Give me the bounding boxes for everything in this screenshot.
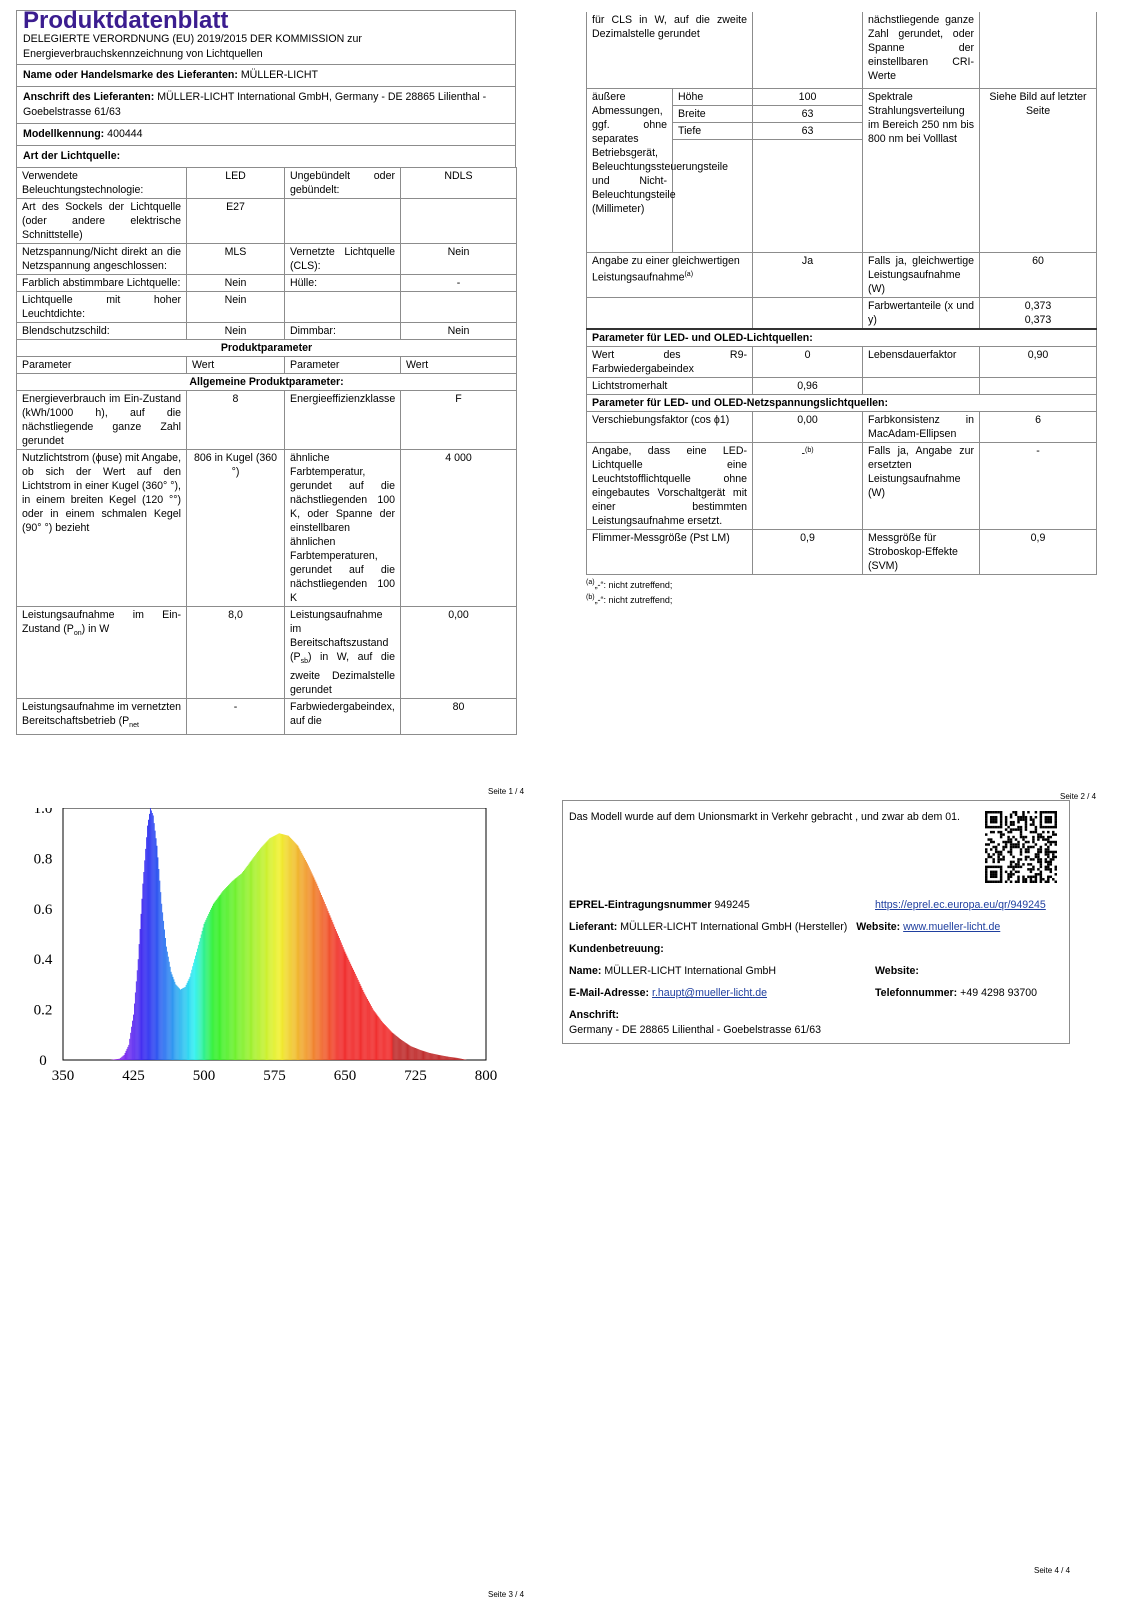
strobo-value: 0,9 (980, 529, 1097, 574)
r9-label: Wert des R9-Farbwiedergabeindex (587, 346, 753, 377)
type-l2: Ungebündelt oder gebündelt: (285, 168, 401, 199)
phone-row (875, 987, 1037, 999)
lumen-value: 0,96 (753, 377, 863, 394)
type-l1: Art des Sockels der Lichtquelle (oder andere elektrische Schnittstelle) (17, 199, 187, 244)
email-row (569, 987, 767, 999)
equiv-power-label: Falls ja, gleichwertige Leistungsaufnahme (W) (863, 252, 980, 297)
support-name-row (569, 965, 776, 977)
name-label: Name: (569, 965, 602, 977)
dims-label: äußere Abmessungen, ggf. ohne separates Betriebsgerät, Beleuchtungssteuerungsteile und Nicht-Beleuchtungsteile (Millimeter) (587, 88, 673, 252)
type-row (17, 323, 517, 340)
supplier-address-row (16, 86, 516, 123)
type-v1: LED (187, 168, 285, 199)
model-row (16, 123, 516, 145)
replace-power-value: - (980, 442, 1097, 529)
cls-standby-value (753, 12, 863, 88)
market-text: Das Modell wurde auf dem Unionsmarkt in Verkehr gebracht , und zwar ab dem 01. (569, 811, 960, 823)
flicker-value: 0,9 (753, 529, 863, 574)
dims-blank-2 (753, 139, 863, 252)
type-v2: - (401, 275, 517, 292)
dim-name-2: Tiefe (673, 122, 753, 139)
consist-label: Farbkonsistenz in MacAdam-Ellipsen (863, 411, 980, 442)
eprel-link[interactable]: https://eprel.ec.europa.eu/qr/949245 (875, 899, 1046, 911)
address-label: Anschrift des Lieferanten: (23, 91, 155, 103)
x-tick-label: 500 (192, 1068, 216, 1084)
type-header: Art der Lichtquelle: (16, 145, 516, 167)
footnote-a: $^{(a)}$„-“: nicht zutreffend; (586, 578, 673, 590)
page2-table (586, 12, 1097, 575)
page-number-4: Seite 4 / 4 (1034, 1566, 1071, 1575)
general-row (17, 391, 517, 450)
page-number-2: Seite 2 / 4 (1060, 792, 1097, 801)
col-parameter-2: Parameter (285, 357, 401, 374)
equiv-power-value: 60 (980, 252, 1097, 297)
chroma-blank-m (753, 297, 863, 329)
equiv-label: Angabe zu einer gleichwertigen Leistungsaufnahme$^{(a)}$ (587, 252, 753, 297)
lumen-label: Lichtstromerhalt (587, 377, 753, 394)
page-1 (16, 7, 516, 735)
y-tick-label: 0 (39, 1053, 47, 1069)
y-tick-label: 1.0 (33, 808, 53, 817)
y-tick-label: 0.2 (33, 1002, 53, 1019)
general-params-header: Allgemeine Produktparameter: (17, 374, 517, 391)
type-l2 (285, 292, 401, 323)
general-v1: 806 in Kugel (360 °) (187, 450, 285, 607)
address-value: MÜLLER-LICHT International GmbH, Germany - DE 28865 Lilienthal - Goebelstrasse 61/63 (23, 91, 487, 118)
type-l1: Farblich abstimmbare Lichtquelle: (17, 275, 187, 292)
type-row (17, 199, 517, 244)
page-title: Produktdatenblatt (23, 7, 229, 34)
col-wert-2: Wert (401, 357, 517, 374)
type-l2: Hülle: (285, 275, 401, 292)
supplier-name-row (16, 64, 516, 86)
website2-label: Website: (875, 965, 919, 977)
r9-value: 0 (753, 346, 863, 377)
mains-params-header: Parameter für LED- und OLED-Netzspannungslichtquellen: (587, 394, 1097, 411)
general-row (17, 450, 517, 607)
standby-label: Leistungsaufnahme im Bereitschaftszustand $(P_{sb})$ in W, auf die zweite Dezimalstelle gerundet (285, 607, 401, 699)
net-standby-value: - (187, 699, 285, 735)
general-v2: 4 000 (401, 450, 517, 607)
spectrum-chart (18, 808, 518, 1108)
spectrum-svg (18, 808, 518, 1108)
standby-value: 0,00 (401, 607, 517, 699)
net-standby-label: Leistungsaufnahme im vernetzten Bereitschaftsbetrieb ($P_{net}$ (17, 699, 187, 735)
dim-value-2: 63 (753, 122, 863, 139)
product-params-header: Produktparameter (17, 340, 517, 357)
email-label: E-Mail-Adresse: (569, 987, 650, 999)
phone-value: +49 4298 93700 (960, 987, 1038, 999)
dim-name-0: Höhe (673, 88, 753, 105)
replace-power-label: Falls ja, Angabe zur ersetzten Leistungsaufnahme (W) (863, 442, 980, 529)
equiv-value: Ja (753, 252, 863, 297)
lumen-blank-r (980, 377, 1097, 394)
cls-standby-label-cont: für CLS in W, auf die zweite Dezimalstelle gerundet (587, 12, 753, 88)
model-label: Modellkennung: (23, 128, 105, 140)
model-value: 400444 (107, 128, 143, 140)
type-table (16, 167, 517, 735)
supplier-row (569, 921, 1000, 933)
eprel-value: 949245 (714, 899, 750, 911)
cri-label: Farbwiedergabeindex, auf die (285, 699, 401, 735)
general-l2: Energieeffizienzklasse (285, 391, 401, 450)
phone-label: Telefonnummer: (875, 987, 958, 999)
anschrift-value: Germany - DE 28865 Lilienthal - Goebelstrasse 61/63 (569, 1024, 822, 1036)
type-v1: MLS (187, 244, 285, 275)
dim-value-0: 100 (753, 88, 863, 105)
cri-value-cell (980, 12, 1097, 88)
type-v1: Nein (187, 275, 285, 292)
life-label: Lebensdauerfaktor (863, 346, 980, 377)
type-v2 (401, 292, 517, 323)
chroma-label: Farbwertanteile (x und y) (863, 297, 980, 329)
page-4-box (562, 800, 1070, 1044)
type-l2: Vernetzte Lichtquelle (CLS): (285, 244, 401, 275)
power-on-label: Leistungsaufnahme im Ein-Zustand $(P_{on})$ in W (17, 607, 187, 699)
qr-code-icon (985, 811, 1057, 883)
page-number-3: Seite 3 / 4 (488, 1590, 525, 1599)
x-tick-label: 425 (122, 1068, 145, 1084)
general-l2: ähnliche Farbtemperatur, gerundet auf die nächstliegenden 100 K, oder Spanne der einstellbaren ähnlichen Farbtemperaturen, gerundet auf die nächstliegenden 100 K (285, 450, 401, 607)
type-l1: Blendschutzschild: (17, 323, 187, 340)
website-label: Website: (856, 921, 901, 933)
type-v2 (401, 199, 517, 244)
dim-name-1: Breite (673, 105, 753, 122)
supplier-label: Lieferant: (569, 921, 618, 933)
col-parameter-1: Parameter (17, 357, 187, 374)
type-row (17, 244, 517, 275)
cri-label-cont: nächstliegende ganze Zahl gerundet, oder Spanne der einstellbaren CRI-Werte (863, 12, 980, 88)
footnote-b: $^{(b)}$„-“: nicht zutreffend; (586, 593, 673, 605)
general-l1: Energieverbrauch im Ein-Zustand (kWh/1000 h), auf die nächstliegende ganze Zahl gerundet (17, 391, 187, 450)
cri-value: 80 (401, 699, 517, 735)
shift-value: 0,00 (753, 411, 863, 442)
type-v1: Nein (187, 292, 285, 323)
shift-label: Verschiebungsfaktor (cos ϕ1) (587, 411, 753, 442)
type-l2: Dimmbar: (285, 323, 401, 340)
y-tick-label: 0.4 (33, 952, 53, 969)
life-value: 0,90 (980, 346, 1097, 377)
type-l1: Verwendete Beleuchtungstechnologie: (17, 168, 187, 199)
supplier-name-value: MÜLLER-LICHT (240, 69, 318, 81)
anschrift-label: Anschrift: (569, 1009, 620, 1021)
replace-label: Angabe, dass eine LED-Lichtquelle eine Leuchtstofflichtquelle ohne eingebautes Vorschaltgerät mit einer bestimmten Leistungsaufnahme ersetzt. (587, 442, 753, 529)
spectral-value: Siehe Bild auf letzter Seite (980, 88, 1097, 252)
email-link[interactable]: r.haupt@mueller-licht.de (652, 987, 768, 999)
y-tick-label: 0.6 (33, 901, 53, 918)
type-v2: NDLS (401, 168, 517, 199)
support-label: Kundenbetreuung: (569, 943, 664, 955)
website-link[interactable]: www.mueller-licht.de (903, 921, 1001, 933)
type-l2 (285, 199, 401, 244)
x-tick-label: 800 (474, 1068, 498, 1084)
supplier-value: MÜLLER-LICHT International GmbH (Hersteller) (620, 921, 848, 933)
general-v2: F (401, 391, 517, 450)
type-v1: Nein (187, 323, 285, 340)
type-l1: Netzspannung/Nicht direkt an die Netzspannung angeschlossen: (17, 244, 187, 275)
supplier-name-label: Name oder Handelsmarke des Lieferanten: (23, 69, 238, 81)
x-tick-label: 725 (404, 1068, 427, 1084)
page-number-1: Seite 1 / 4 (488, 787, 525, 796)
strobo-label: Messgröße für Stroboskop-Effekte (SVM) (863, 529, 980, 574)
power-on-value: 8,0 (187, 607, 285, 699)
type-row (17, 168, 517, 199)
chroma-blank-l (587, 297, 753, 329)
type-l1: Lichtquelle mit hoher Leuchtdichte: (17, 292, 187, 323)
type-v2: Nein (401, 244, 517, 275)
spectral-label: Spektrale Strahlungsverteilung im Bereich 250 nm bis 800 nm bei Volllast (863, 88, 980, 252)
led-params-header: Parameter für LED- und OLED-Lichtquellen: (587, 329, 1097, 347)
general-l1: Nutzlichtstrom (ϕuse) mit Angabe, ob sich der Wert auf den Lichtstrom in einer Kugel (360° °), in einem breiten Kegel (120 °°) oder in einem schmalen Kegel (90° °) bezieht (17, 450, 187, 607)
x-tick-label: 575 (263, 1068, 286, 1084)
type-row (17, 275, 517, 292)
chroma-values: 0,373 0,373 (980, 297, 1097, 329)
dims-blank-1 (673, 139, 753, 252)
type-v2: Nein (401, 323, 517, 340)
title-box (16, 7, 516, 64)
y-tick-label: 0.8 (33, 851, 53, 868)
lumen-blank-l (863, 377, 980, 394)
flicker-label: Flimmer-Messgröße (Pst LM) (587, 529, 753, 574)
dim-value-1: 63 (753, 105, 863, 122)
page-2 (586, 12, 1096, 605)
type-row (17, 292, 517, 323)
consist-value: 6 (980, 411, 1097, 442)
x-tick-label: 350 (51, 1068, 75, 1084)
x-tick-label: 650 (333, 1068, 357, 1084)
type-v1: E27 (187, 199, 285, 244)
eprel-label: EPREL-Eintragungsnummer (569, 899, 712, 911)
col-wert-1: Wert (187, 357, 285, 374)
eprel-row (569, 899, 750, 911)
name-value: MÜLLER-LICHT International GmbH (604, 965, 777, 977)
general-v1: 8 (187, 391, 285, 450)
replace-value: -$^{(b)}$ (753, 442, 863, 529)
regulation-text: DELEGIERTE VERORDNUNG (EU) 2019/2015 DER KOMMISSION zur Energieverbrauchskennzeichnung von Lichtquellen (23, 33, 362, 60)
